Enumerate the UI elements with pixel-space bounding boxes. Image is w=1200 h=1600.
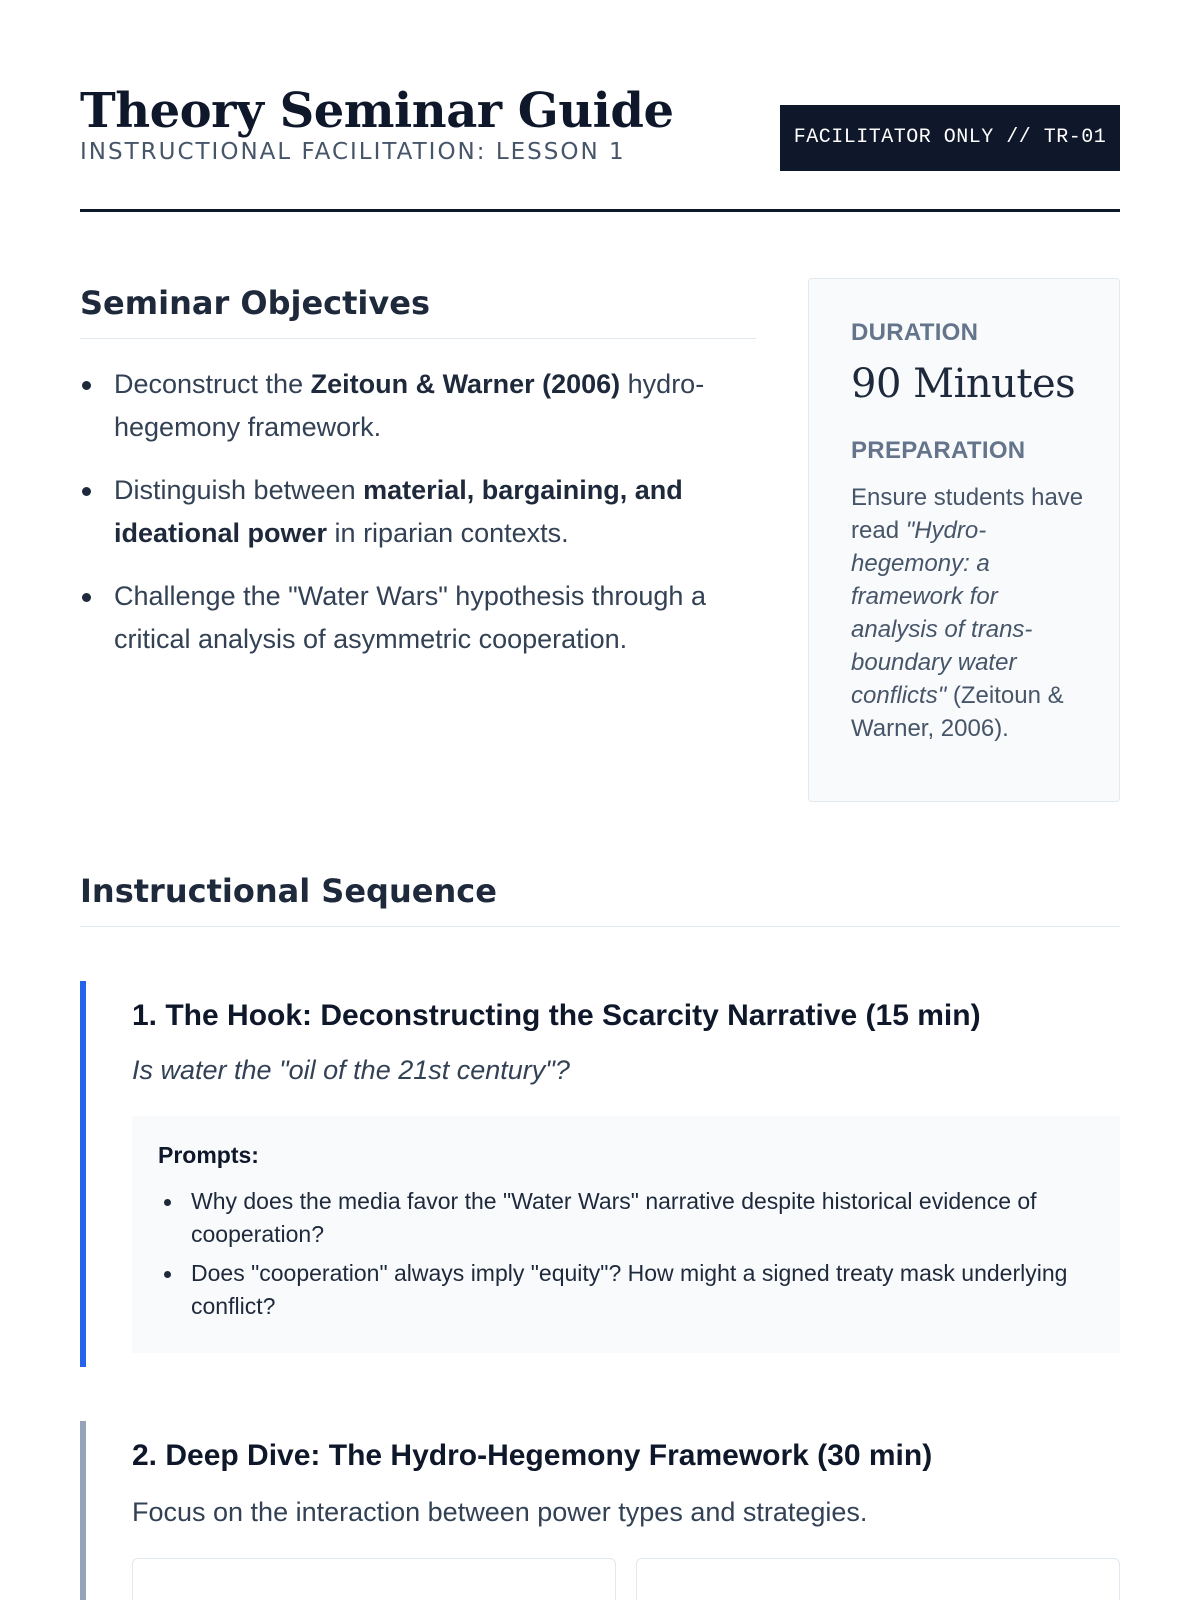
objective-text: hydro-hegemony framework. xyxy=(114,369,705,442)
sequence-step-1 xyxy=(80,981,1120,1367)
objective-text: in riparian contexts. xyxy=(327,518,569,548)
objectives-row xyxy=(80,278,1120,802)
page-subtitle: INSTRUCTIONAL FACILITATION: LESSON 1 xyxy=(80,139,626,165)
objective-text: Distinguish between xyxy=(114,475,364,505)
prompts-list xyxy=(158,1185,1094,1323)
facilitator-badge: FACILITATOR ONLY // TR-01 xyxy=(780,105,1120,171)
prompts-label: Prompts: xyxy=(158,1142,259,1168)
duration-value: 90 Minutes xyxy=(851,361,1076,407)
prompts-box xyxy=(132,1116,1120,1353)
objective-item xyxy=(80,469,756,555)
prep-reading-title: "Hydro-hegemony: a framework for analysis of trans-boundary water conflicts" xyxy=(851,517,1033,709)
objectives-list xyxy=(80,363,756,661)
sequence-step-2 xyxy=(80,1421,1120,1600)
sequence-heading: Instructional Sequence xyxy=(80,872,1120,927)
prompt-item: Why does the media favor the "Water Wars" narrative despite historical evidence of cooperation? xyxy=(158,1185,1094,1251)
framework-cards xyxy=(132,1558,1120,1600)
info-sidebar xyxy=(808,278,1120,802)
framework-card xyxy=(132,1558,616,1600)
objective-item xyxy=(80,363,756,449)
objectives-section xyxy=(80,278,756,802)
objective-item xyxy=(80,575,756,661)
duration-label: DURATION xyxy=(851,319,979,346)
objective-text: Deconstruct the xyxy=(114,369,311,399)
step-title: 2. Deep Dive: The Hydro-Hegemony Framework (30 min) xyxy=(132,1439,933,1472)
preparation-text xyxy=(851,481,1089,745)
objectives-heading: Seminar Objectives xyxy=(80,284,756,339)
objective-emphasis: material, bargaining, and ideational power xyxy=(114,475,683,548)
step-question: Is water the "oil of the 21st century"? xyxy=(132,1055,570,1085)
prep-text-intro: Ensure students have read xyxy=(851,484,1084,544)
prompt-item: Does "cooperation" always imply "equity"? How might a signed treaty mask underlying conflict? xyxy=(158,1257,1094,1323)
page-title: Theory Seminar Guide xyxy=(80,83,674,139)
step-title: 1. The Hook: Deconstructing the Scarcity Narrative (15 min) xyxy=(132,999,981,1032)
prep-citation: (Zeitoun & Warner, 2006). xyxy=(851,682,1064,742)
objective-text: Challenge the "Water Wars" hypothesis through a critical analysis of asymmetric cooperation. xyxy=(114,581,706,654)
preparation-label: PREPARATION xyxy=(851,437,1026,464)
page-header xyxy=(80,78,1120,212)
step-description: Focus on the interaction between power types and strategies. xyxy=(132,1497,868,1527)
title-block xyxy=(80,78,674,165)
objective-emphasis: Zeitoun & Warner (2006) xyxy=(310,369,621,399)
framework-card xyxy=(636,1558,1120,1600)
